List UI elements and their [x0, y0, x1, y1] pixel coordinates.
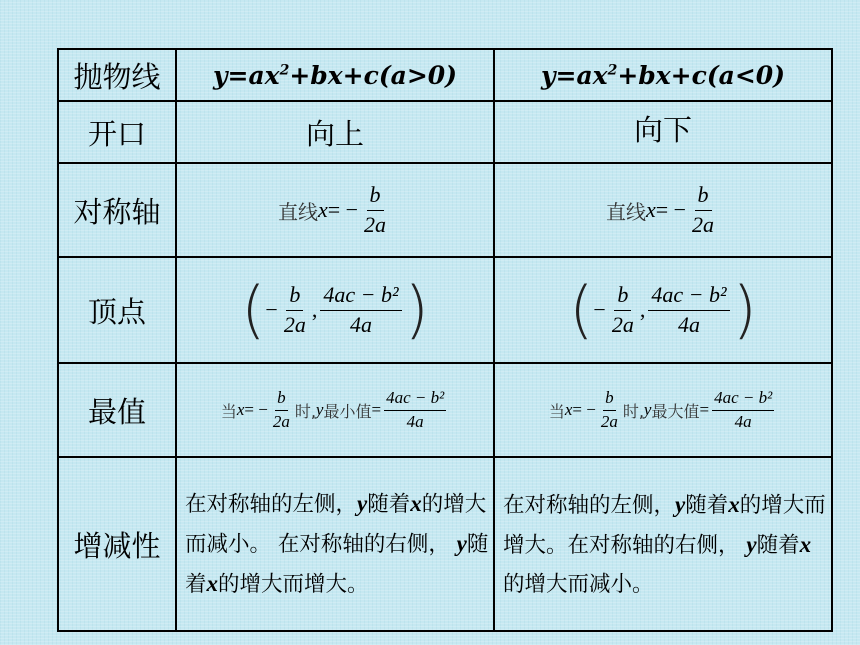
vertex-row — [58, 257, 832, 363]
vertex-label: 顶点 — [87, 294, 146, 329]
variable-y: y — [746, 531, 757, 557]
monotonicity-label: 增减性 — [73, 528, 161, 563]
axis-col2-cell — [494, 163, 832, 257]
table-header-row — [58, 49, 832, 101]
vertex-col1-formula: ( − $\frac{b}{2a}$ , $\frac{\text{4ac − b²}}{4a}$ ) — [241, 273, 429, 346]
monotonicity-label-cell — [58, 457, 176, 631]
monotonicity-row — [58, 457, 832, 631]
extreme-row — [58, 363, 832, 457]
extreme-col2-formula: 当 x = − $\frac{b}{2a}$ 时, y 最大值 = $\frac{\text{4ac − b²}}{4a}$ — [548, 387, 773, 431]
variable-x: x — [799, 531, 812, 557]
opening-col2-value: 向下 — [633, 113, 692, 147]
header-label-cell — [58, 49, 176, 101]
vertex-col1-cell — [176, 257, 494, 363]
opening-col2-cell — [494, 101, 832, 163]
extreme-label-cell — [58, 363, 176, 457]
monotonicity-col1-cell — [176, 457, 494, 631]
extreme-col1-cell — [176, 363, 494, 457]
header-col1-formula: $y=ax^2+bx+c(a>0)$ — [212, 60, 458, 90]
variable-x: x — [728, 491, 740, 517]
variable-y: y — [456, 531, 467, 556]
parabola-properties-table — [57, 48, 833, 632]
extreme-col2-cell — [494, 363, 832, 457]
opening-col1-cell — [176, 101, 494, 163]
monotonicity-col2-cell — [494, 457, 832, 631]
extreme-col1-formula: 当 x = − $\frac{b}{2a}$ 时, y 最小值 = $\frac{\text{4ac − b²}}{4a}$ — [220, 387, 445, 431]
opening-col1-value: 向上 — [305, 116, 364, 151]
axis-col1-cell — [176, 163, 494, 257]
variable-y: y — [357, 491, 368, 516]
header-label: 抛物线 — [73, 59, 161, 94]
opening-label-cell — [58, 101, 176, 163]
axis-row — [58, 163, 832, 257]
vertex-col2-formula: ( − $\frac{b}{2a}$ , $\frac{\text{4ac − b²}}{4a}$ ) — [569, 273, 757, 346]
axis-col2-formula: 直线 x = − $\frac{b}{2a}$ — [605, 182, 715, 237]
header-col2-formula: $y=ax^2+bx+c(a<0)$ — [540, 60, 786, 90]
monotonicity-col2-text: 在对称轴的左侧，y随着x的增大而增大。在对称轴的右侧， y随着x的增大而减小。 — [503, 491, 826, 597]
vertex-col2-cell — [494, 257, 832, 363]
header-col1-cell — [176, 49, 494, 101]
vertex-label-cell — [58, 257, 176, 363]
monotonicity-col1-text: 在对称轴的左侧，y随着x的增大而减小。 在对称轴的右侧， y随着x的增大而增大。 — [185, 491, 489, 597]
extreme-label: 最值 — [87, 394, 146, 429]
header-col2-cell — [494, 49, 832, 101]
axis-label-cell — [58, 163, 176, 257]
variable-y: y — [675, 491, 686, 517]
variable-x: x — [206, 571, 219, 596]
variable-x: x — [410, 491, 422, 516]
opening-label: 开口 — [87, 116, 146, 151]
opening-row — [58, 101, 832, 163]
axis-col1-formula: 直线 x = − $\frac{b}{2a}$ — [277, 182, 387, 237]
axis-label: 对称轴 — [73, 194, 161, 229]
